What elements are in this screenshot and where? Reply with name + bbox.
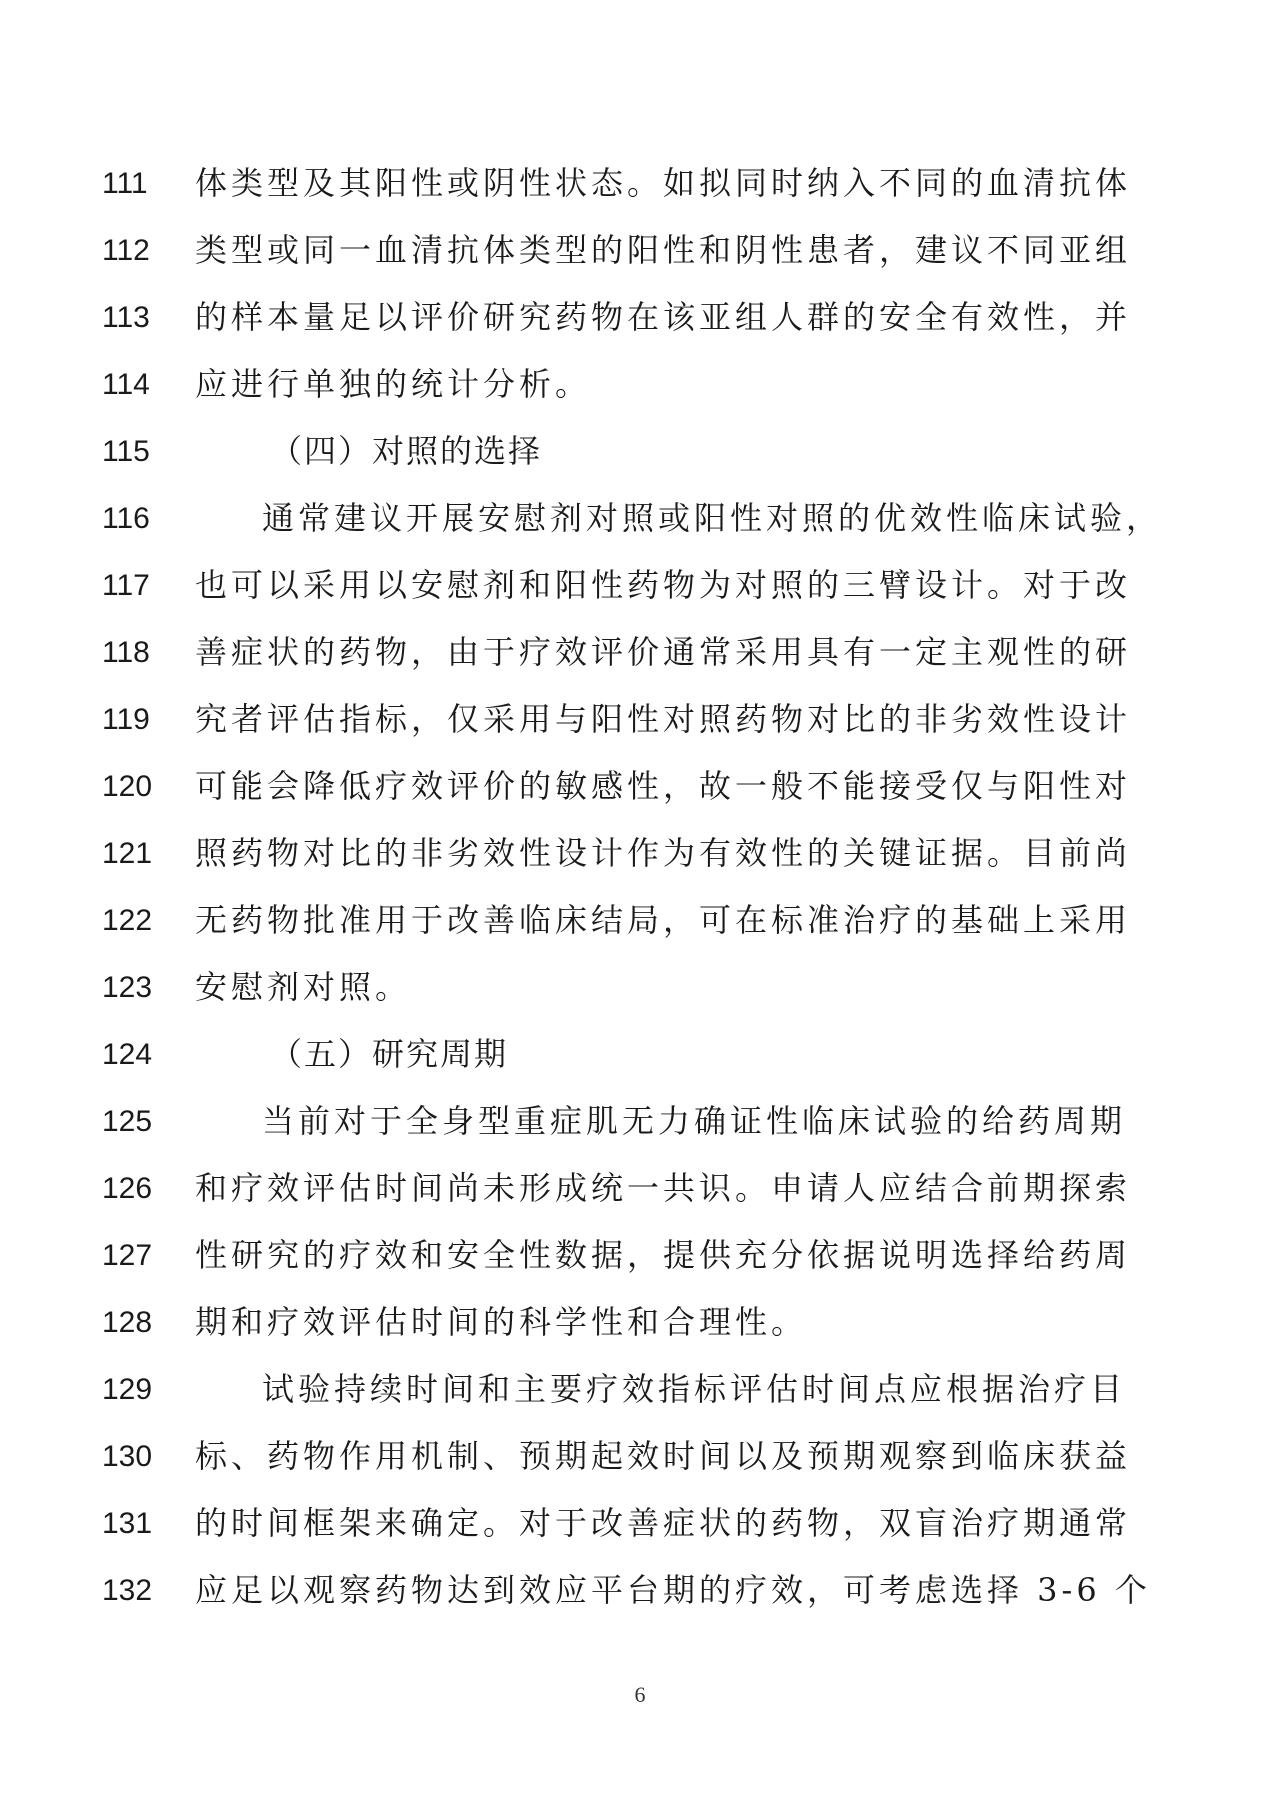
- line-123: [0, 954, 1280, 1021]
- line-number: 115: [102, 435, 150, 468]
- line-number: 113: [102, 301, 150, 334]
- line-116: [0, 485, 1280, 552]
- line-number: 129: [102, 1373, 153, 1406]
- line-number: 118: [102, 636, 150, 669]
- line-text: 安慰剂对照。: [195, 968, 412, 1006]
- line-text: 性研究的疗效和安全性数据，提供充分依据说明选择给药周: [195, 1236, 1132, 1274]
- line-text: 可能会降低疗效评价的敏感性，故一般不能接受仅与阳性对: [195, 767, 1132, 805]
- line-117: [0, 552, 1280, 619]
- line-130: [0, 1423, 1280, 1490]
- line-number: 119: [102, 703, 150, 736]
- line-115: [0, 418, 1280, 485]
- line-number: 117: [102, 569, 150, 602]
- line-number: 127: [102, 1239, 153, 1272]
- line-number: 132: [102, 1574, 153, 1607]
- line-126: [0, 1155, 1280, 1222]
- section-heading: （五）研究周期: [270, 1035, 509, 1073]
- line-text: 的时间框架来确定。对于改善症状的药物，双盲治疗期通常: [195, 1504, 1132, 1542]
- line-text: 体类型及其阳性或阴性状态。如拟同时纳入不同的血清抗体: [195, 164, 1132, 202]
- line-111: [0, 150, 1280, 217]
- line-114: [0, 351, 1280, 418]
- line-number: 116: [102, 502, 150, 535]
- line-number: 120: [102, 770, 153, 803]
- line-text: 照药物对比的非劣效性设计作为有效性的关键证据。目前尚: [195, 834, 1132, 872]
- line-131: [0, 1490, 1280, 1557]
- line-119: [0, 686, 1280, 753]
- line-text: 善症状的药物，由于疗效评价通常采用具有一定主观性的研: [195, 633, 1132, 671]
- section-heading: （四）对照的选择: [270, 432, 543, 470]
- line-number: 130: [102, 1440, 153, 1473]
- line-text: 的样本量足以评价研究药物在该亚组人群的安全有效性，并: [195, 298, 1132, 336]
- line-121: [0, 820, 1280, 887]
- line-text: 应足以观察药物达到效应平台期的疗效，可考虑选择 3-6 个: [195, 1571, 1151, 1609]
- line-127: [0, 1222, 1280, 1289]
- line-number: 114: [102, 368, 150, 401]
- line-number: 111: [102, 167, 148, 200]
- line-text: 期和疗效评估时间的科学性和合理性。: [195, 1303, 808, 1341]
- page-number: 6: [634, 1682, 646, 1707]
- line-number: 121: [102, 837, 153, 870]
- line-128: [0, 1289, 1280, 1356]
- line-number: 126: [102, 1172, 153, 1205]
- line-number: 131: [102, 1507, 153, 1540]
- line-122: [0, 887, 1280, 954]
- line-text: 标、药物作用机制、预期起效时间以及预期观察到临床获益: [195, 1437, 1132, 1475]
- line-124: [0, 1021, 1280, 1088]
- line-number: 112: [102, 234, 150, 267]
- line-129: [0, 1356, 1280, 1423]
- paragraph-start-text: 当前对于全身型重症肌无力确证性临床试验的给药周期: [262, 1102, 1127, 1140]
- line-118: [0, 619, 1280, 686]
- line-132: [0, 1557, 1280, 1624]
- line-text: 应进行单独的统计分析。: [195, 365, 592, 403]
- line-number: 122: [102, 904, 153, 937]
- line-113: [0, 284, 1280, 351]
- paragraph-start-text: 试验持续时间和主要疗效指标评估时间点应根据治疗目: [262, 1370, 1127, 1408]
- line-number: 128: [102, 1306, 153, 1339]
- line-text: 究者评估指标，仅采用与阳性对照药物对比的非劣效性设计: [195, 700, 1132, 738]
- line-120: [0, 753, 1280, 820]
- line-text: 无药物批准用于改善临床结局，可在标准治疗的基础上采用: [195, 901, 1132, 939]
- line-text: 也可以采用以安慰剂和阳性药物为对照的三臂设计。对于改: [195, 566, 1132, 604]
- line-number: 125: [102, 1105, 153, 1138]
- line-text: 类型或同一血清抗体类型的阳性和阴性患者，建议不同亚组: [195, 231, 1132, 269]
- line-text: 和疗效评估时间尚未形成统一共识。申请人应结合前期探索: [195, 1169, 1132, 1207]
- line-number: 123: [102, 971, 153, 1004]
- line-number: 124: [102, 1038, 153, 1071]
- line-112: [0, 217, 1280, 284]
- paragraph-start-text: 通常建议开展安慰剂对照或阳性对照的优效性临床试验，: [262, 499, 1163, 537]
- line-125: [0, 1088, 1280, 1155]
